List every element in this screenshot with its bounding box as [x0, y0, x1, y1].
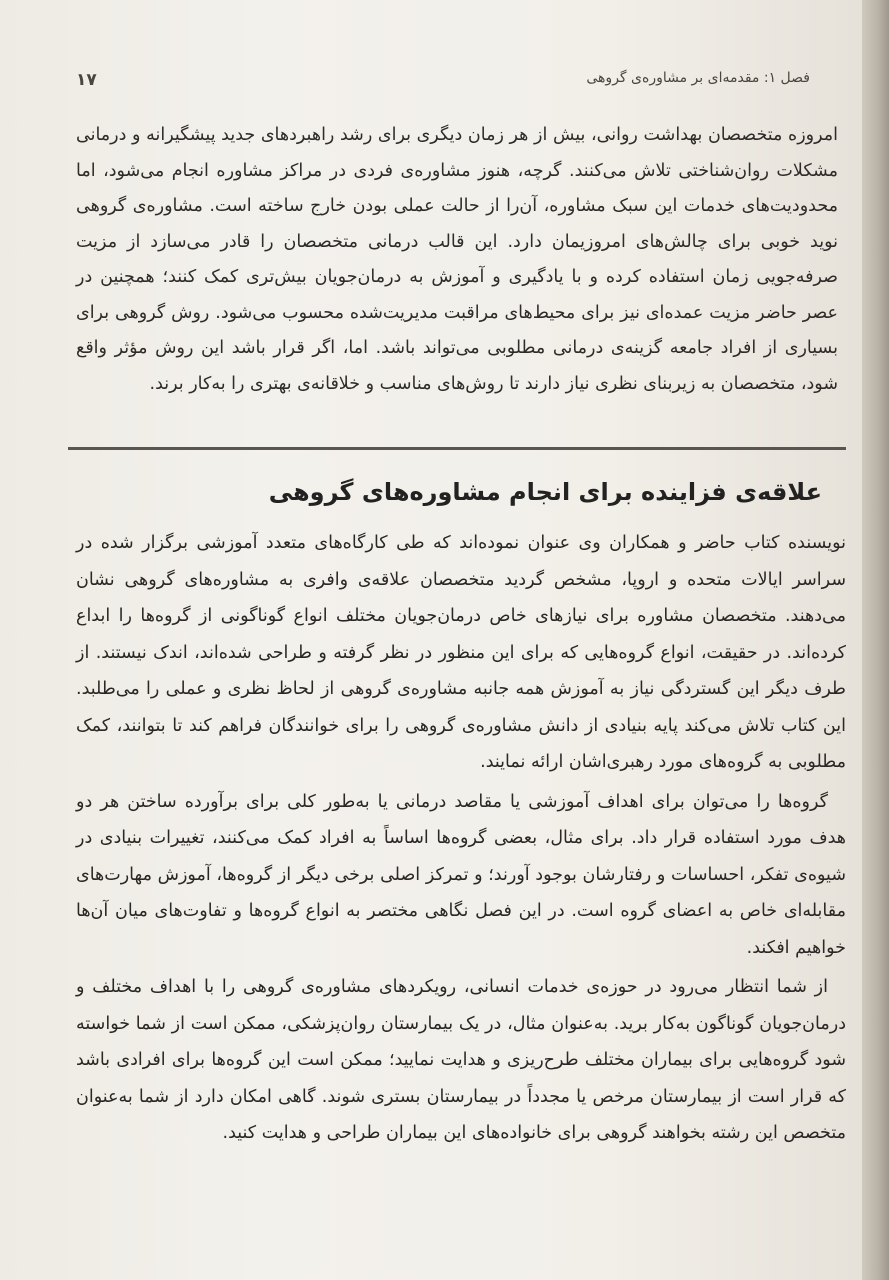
book-binding-edge — [862, 0, 889, 1280]
section-divider — [68, 447, 846, 450]
section-heading: علاقه‌ی فزاینده برای انجام مشاوره‌های گروهی — [268, 478, 822, 506]
section-body — [76, 525, 846, 1155]
page-number: ۱۷ — [76, 70, 97, 90]
running-head — [70, 68, 810, 98]
body-paragraph: گروه‌ها را می‌توان برای اهداف آموزشی یا مقاصد درمانی یا به‌طور کلی برای برآورده ساختن هر دو هدف مورد استفاده قرار داد. برای مثال، بعضی گروه‌ها اساساً به افراد کمک می‌کنند، تغییرات بنیادی در شیوه‌ی تفکر، احساسات و رفتارشان بوجود آورند؛ و تمرکز اصلی برخی دیگر از گروه‌ها، آموزش مهارت‌های مقابله‌ای خاص به اعضای گروه است. در این فصل نگاهی مختصر به انواع گروه‌ها و تفاوت‌های میان آن‌ها خواهیم افکند. — [76, 791, 846, 958]
intro-box — [76, 118, 838, 402]
chapter-title: فصل ۱: مقدمه‌ای بر مشاوره‌ی گروهی — [586, 70, 810, 86]
intro-paragraph: امروزه متخصصان بهداشت روانی، بیش از هر زمان دیگری برای رشد راهبردهای جدید پیشگیرانه و درمانی مشکلات روان‌شناختی تلاش می‌کنند. گرچه، هنوز مشاوره‌ی فردی در مراکز مشاوره انجام می‌شود، اما محدودیت‌های خدمات این سبک مشاوره، آن‌را از حالت عملی بودن خارج ساخته است. مشاوره‌ی گروهی نوید خوبی برای چالش‌های امروزیمان دارد. این قالب درمانی متخصصان را قادر می‌سازد از مزیت صرفه‌جویی زمان استفاده کرده و با یادگیری و آموزش به درمان‌جویان بیش‌تری کمک کنند؛ همچنین در عصر حاضر مزیت عمده‌ای نیز برای محیط‌های مراقبت مدیریت‌شده محسوب می‌شود. روش گروهی برای بسیاری از افراد جامعه گزینه‌ی درمانی مطلوبی می‌تواند باشد. اما، اگر قرار باشد این روش مؤثر واقع شود، متخصصان به زیربنای نظری نیاز دارند تا روش‌های مناسب و خلاقانه‌ی بهتری را به‌کار برند. — [76, 125, 838, 394]
body-paragraph: نویسنده کتاب حاضر و همکاران وی عنوان نموده‌اند که طی کارگاه‌های متعدد آموزشی برگزار شده در سراسر ایالات متحده و اروپا، مشخص گردید متخصصان علاقه‌ی وافری به مشاوره‌های گروهی نشان می‌دهند. متخصصان مشاوره برای نیازهای خاص درمان‌جویان مختلف انواع گوناگونی از گروه‌ها را ابداع کرده‌اند. در حقیقت، انواع گروه‌هایی که برای این منظور در نظر گرفته و طراحی شده‌اند، اندک نیستند. از طرف دیگر این گستردگی نیاز به آموزش همه جانبه مشاوره‌ی گروهی از لحاظ نظری و عملی را می‌طلبد. این کتاب تلاش می‌کند پایه بنیادی از دانش مشاوره‌ی گروهی را برای خوانندگان فراهم کند تا بتوانند، کمک مطلوبی به گروه‌های مورد رهبری‌اشان ارائه نمایند. — [76, 533, 846, 772]
body-paragraph: از شما انتظار می‌رود در حوزه‌ی خدمات انسانی، رویکردهای مشاوره‌ی گروهی را با اهداف مختلف و درمان‌جویان گوناگون به‌کار برید. به‌عنوان مثال، در یک بیمارستان روان‌پزشکی، ممکن است از شما خواسته شود گروه‌هایی برای بیماران مختلف طرح‌ریزی و هدایت نمایید؛ ممکن است این گروه‌ها برای افرادی باشد که قرار است از بیمارستان مرخص یا مجدداً در بیمارستان بستری شوند. گاهی امکان دارد از شما به‌عنوان متخصص این رشته بخواهند گروهی برای خانواده‌های این بیماران طراحی و هدایت کنید. — [76, 977, 846, 1143]
